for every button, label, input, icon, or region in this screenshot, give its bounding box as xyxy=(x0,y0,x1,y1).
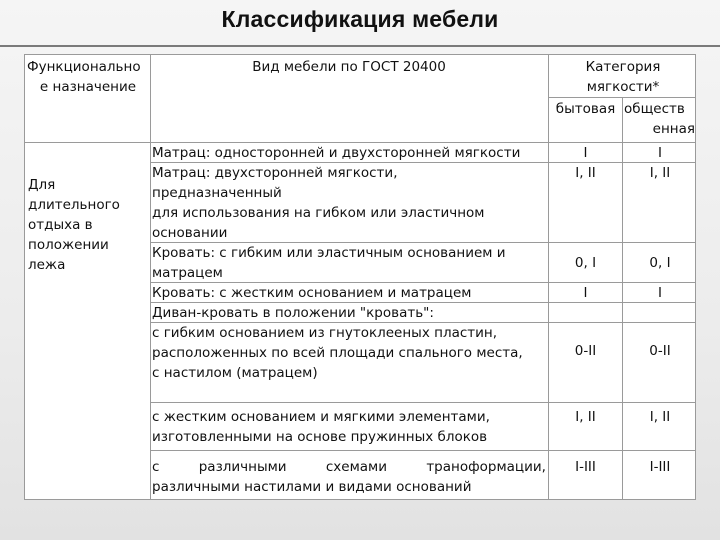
public-category-cell: I xyxy=(658,285,662,301)
col-divider-type xyxy=(548,55,549,499)
row-divider xyxy=(150,450,695,451)
page-title: Классификация мебели xyxy=(221,6,499,32)
category-header: Категория мягкости* xyxy=(585,59,661,95)
household-category-cell: I xyxy=(583,145,588,161)
public-category-cell: 0, I xyxy=(649,255,671,271)
furniture-type-cell: Матрац: двухсторонней мягкости, предназначенный для использования на гибком или эластичном основании xyxy=(152,165,485,241)
furniture-type-cell: Кровать: с жестким основанием и матрацем xyxy=(152,285,472,301)
public-category-cell: I-III xyxy=(649,459,671,475)
justified-line: с различными схемами траноформации, xyxy=(152,459,546,475)
public-category-cell: I, II xyxy=(649,165,671,181)
public-header: обществ енная xyxy=(624,101,695,137)
household-category-cell: 0-II xyxy=(574,343,597,359)
household-header: бытовая xyxy=(555,101,616,117)
furniture-type-cell: с жестким основанием и мягкими элементами, изготовленными на основе пружинных блоков xyxy=(152,409,490,445)
household-category-cell: 0, I xyxy=(574,255,597,271)
title-divider xyxy=(0,45,720,47)
function-group-label: Для длительного отдыха в положении лежа xyxy=(28,177,120,273)
furniture-type-cell: с гибким основанием из гнутоклееных пластин, расположенных по всей площади спального места, с настилом (матрацем) xyxy=(152,325,523,381)
public-category-cell: 0-II xyxy=(649,343,671,359)
row-divider xyxy=(150,402,695,403)
furniture-type-cell: Кровать: с гибким или эластичным основанием и матрацем xyxy=(152,245,506,281)
furniture-type-cell: с различными схемами траноформации, различными настилами и видами оснований xyxy=(152,459,546,495)
public-category-cell: I, II xyxy=(649,409,671,425)
function-header: Функционально е назначение xyxy=(27,59,141,95)
household-category-cell: I-III xyxy=(575,459,596,475)
furniture-type-cell: Матрац: односторонней и двухсторонней мягкости xyxy=(152,145,521,161)
household-category-cell: I xyxy=(583,285,588,301)
col-divider-function xyxy=(150,55,151,499)
category-subheader-divider xyxy=(548,97,695,98)
household-category-cell: I, II xyxy=(575,165,596,181)
household-category-cell: I, II xyxy=(575,409,596,425)
furniture-type-cell: Диван-кровать в положении "кровать": xyxy=(152,305,434,321)
public-category-cell: I xyxy=(658,145,662,161)
classification-table xyxy=(24,54,696,500)
type-header: Вид мебели по ГОСТ 20400 xyxy=(252,59,446,75)
